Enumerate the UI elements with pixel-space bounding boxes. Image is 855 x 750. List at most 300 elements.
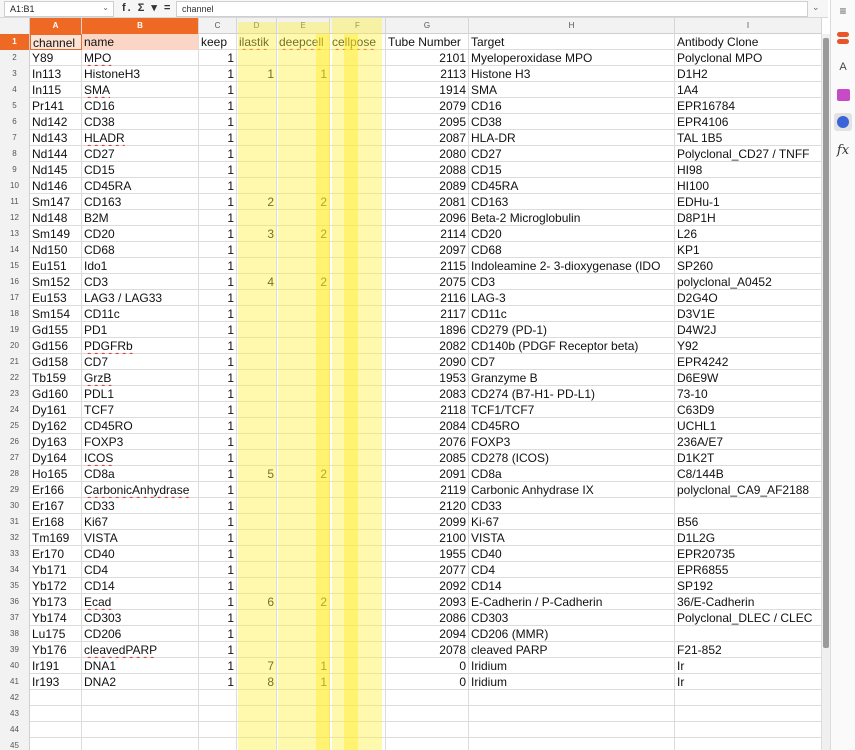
cell-target[interactable]: Histone H3 <box>469 66 675 82</box>
cell-ilastik[interactable] <box>237 706 277 722</box>
cell-name[interactable] <box>82 722 199 738</box>
cell-ilastik[interactable] <box>237 386 277 402</box>
cell-deepcell[interactable] <box>277 610 330 626</box>
cell-ilastik[interactable] <box>237 418 277 434</box>
cell-ilastik[interactable] <box>237 178 277 194</box>
cell-clone[interactable]: SP192 <box>675 578 822 594</box>
cell-keep[interactable]: 1 <box>199 386 237 402</box>
cell-channel[interactable]: Sm154 <box>30 306 82 322</box>
cell-keep[interactable]: 1 <box>199 242 237 258</box>
cell-clone[interactable]: D1L2G <box>675 530 822 546</box>
cell-name[interactable]: HLADR <box>82 130 199 146</box>
cell-clone[interactable]: D3V1E <box>675 306 822 322</box>
row-number[interactable]: 10 <box>0 178 30 194</box>
cell-name[interactable]: PDGFRb <box>82 338 199 354</box>
cell-deepcell[interactable] <box>277 562 330 578</box>
cell-target[interactable]: Iridium <box>469 674 675 690</box>
row-number[interactable]: 34 <box>0 562 30 578</box>
cell-channel[interactable]: In115 <box>30 82 82 98</box>
cell-tube[interactable] <box>386 706 469 722</box>
cell-name[interactable]: Ecad <box>82 594 199 610</box>
cell-deepcell[interactable] <box>277 82 330 98</box>
cell-ilastik[interactable]: 7 <box>237 658 277 674</box>
vertical-scrollbar[interactable] <box>822 34 830 750</box>
column-header-i[interactable]: I <box>675 18 822 34</box>
cell-tube[interactable]: 1914 <box>386 82 469 98</box>
cell-name[interactable]: LAG3 / LAG33 <box>82 290 199 306</box>
cell-target[interactable]: CD7 <box>469 354 675 370</box>
row-number[interactable]: 11 <box>0 194 30 210</box>
cell-keep[interactable]: 1 <box>199 370 237 386</box>
cell-keep[interactable]: 1 <box>199 642 237 658</box>
cell-deepcell[interactable] <box>277 322 330 338</box>
cell-channel[interactable]: Er168 <box>30 514 82 530</box>
cell-ilastik[interactable] <box>237 626 277 642</box>
row-number[interactable]: 6 <box>0 114 30 130</box>
row-number[interactable]: 23 <box>0 386 30 402</box>
header-cell-cellpose[interactable]: cellpose <box>330 34 386 50</box>
chevron-down-icon[interactable]: ⌄ <box>102 3 109 12</box>
cell-clone[interactable] <box>675 498 822 514</box>
cell-target[interactable]: E-Cadherin / P-Cadherin <box>469 594 675 610</box>
cell-clone[interactable]: Polyclonal MPO <box>675 50 822 66</box>
cell-cellpose[interactable] <box>330 194 386 210</box>
cell-clone[interactable]: Ir <box>675 658 822 674</box>
cell-tube[interactable]: 2076 <box>386 434 469 450</box>
cell-clone[interactable]: B56 <box>675 514 822 530</box>
cell-target[interactable] <box>469 690 675 706</box>
cell-keep[interactable]: 1 <box>199 290 237 306</box>
cell-target[interactable]: CD8a <box>469 466 675 482</box>
cell-cellpose[interactable] <box>330 386 386 402</box>
row-number[interactable]: 2 <box>0 50 30 66</box>
cell-name[interactable]: CD3 <box>82 274 199 290</box>
cell-name[interactable]: DNA2 <box>82 674 199 690</box>
row-number[interactable]: 28 <box>0 466 30 482</box>
row-number[interactable]: 35 <box>0 578 30 594</box>
cell-name[interactable] <box>82 706 199 722</box>
cell-deepcell[interactable]: 2 <box>277 274 330 290</box>
cell-keep[interactable]: 1 <box>199 210 237 226</box>
cell-deepcell[interactable] <box>277 354 330 370</box>
row-number[interactable]: 16 <box>0 274 30 290</box>
cell-keep[interactable]: 1 <box>199 578 237 594</box>
cell-cellpose[interactable] <box>330 82 386 98</box>
cell-channel[interactable] <box>30 738 82 750</box>
cell-tube[interactable]: 2093 <box>386 594 469 610</box>
cell-clone[interactable]: polyclonal_A0452 <box>675 274 822 290</box>
cell-keep[interactable] <box>199 722 237 738</box>
cell-tube[interactable]: 2078 <box>386 642 469 658</box>
cell-deepcell[interactable]: 2 <box>277 594 330 610</box>
row-number[interactable]: 3 <box>0 66 30 82</box>
row-number[interactable]: 7 <box>0 130 30 146</box>
cell-cellpose[interactable] <box>330 50 386 66</box>
row-number[interactable]: 15 <box>0 258 30 274</box>
cell-cellpose[interactable] <box>330 162 386 178</box>
cell-name[interactable] <box>82 690 199 706</box>
row-number[interactable]: 8 <box>0 146 30 162</box>
cell-channel[interactable] <box>30 690 82 706</box>
cell-name[interactable]: CD11c <box>82 306 199 322</box>
cell-clone[interactable]: D8P1H <box>675 210 822 226</box>
cell-keep[interactable]: 1 <box>199 306 237 322</box>
row-number[interactable]: 9 <box>0 162 30 178</box>
cell-target[interactable]: Indoleamine 2- 3-dioxygenase (IDO <box>469 258 675 274</box>
cell-keep[interactable]: 1 <box>199 466 237 482</box>
cell-channel[interactable]: Er170 <box>30 546 82 562</box>
cell-target[interactable]: SMA <box>469 82 675 98</box>
row-number[interactable]: 19 <box>0 322 30 338</box>
cell-deepcell[interactable] <box>277 210 330 226</box>
cell-ilastik[interactable] <box>237 290 277 306</box>
cell-clone[interactable]: 1A4 <box>675 82 822 98</box>
cell-clone[interactable]: Y92 <box>675 338 822 354</box>
cell-keep[interactable]: 1 <box>199 594 237 610</box>
cell-target[interactable]: CD33 <box>469 498 675 514</box>
cell-keep[interactable]: 1 <box>199 322 237 338</box>
cell-clone[interactable] <box>675 738 822 750</box>
row-number[interactable]: 21 <box>0 354 30 370</box>
cell-cellpose[interactable] <box>330 322 386 338</box>
cell-keep[interactable]: 1 <box>199 114 237 130</box>
cell-ilastik[interactable] <box>237 210 277 226</box>
cell-target[interactable]: Granzyme B <box>469 370 675 386</box>
cell-name[interactable]: ICOS <box>82 450 199 466</box>
cell-tube[interactable] <box>386 738 469 750</box>
cell-keep[interactable]: 1 <box>199 514 237 530</box>
cell-channel[interactable] <box>30 722 82 738</box>
cell-tube[interactable]: 2077 <box>386 562 469 578</box>
cell-cellpose[interactable] <box>330 354 386 370</box>
cell-tube[interactable]: 2081 <box>386 194 469 210</box>
cell-target[interactable]: CD20 <box>469 226 675 242</box>
cell-deepcell[interactable] <box>277 690 330 706</box>
cell-ilastik[interactable] <box>237 50 277 66</box>
cell-channel[interactable]: Ir193 <box>30 674 82 690</box>
cell-tube[interactable]: 2117 <box>386 306 469 322</box>
cell-clone[interactable]: D6E9W <box>675 370 822 386</box>
cell-ilastik[interactable] <box>237 98 277 114</box>
cell-target[interactable]: CD3 <box>469 274 675 290</box>
header-cell-target[interactable]: Target <box>469 34 675 50</box>
cell-target[interactable]: VISTA <box>469 530 675 546</box>
cell-channel[interactable]: Nd150 <box>30 242 82 258</box>
cell-channel[interactable]: Eu151 <box>30 258 82 274</box>
cell-channel[interactable]: Ho165 <box>30 466 82 482</box>
cell-name[interactable]: CD7 <box>82 354 199 370</box>
cell-tube[interactable]: 2088 <box>386 162 469 178</box>
cell-channel[interactable]: Sm149 <box>30 226 82 242</box>
cell-clone[interactable]: D4W2J <box>675 322 822 338</box>
cell-keep[interactable]: 1 <box>199 82 237 98</box>
row-number[interactable]: 33 <box>0 546 30 562</box>
row-number[interactable]: 38 <box>0 626 30 642</box>
cell-name[interactable]: CD45RO <box>82 418 199 434</box>
cell-cellpose[interactable] <box>330 450 386 466</box>
cell-name[interactable]: CD40 <box>82 546 199 562</box>
cell-deepcell[interactable]: 1 <box>277 66 330 82</box>
cell-target[interactable]: CD45RO <box>469 418 675 434</box>
row-number[interactable]: 42 <box>0 690 30 706</box>
cell-channel[interactable]: Yb172 <box>30 578 82 594</box>
row-number[interactable]: 37 <box>0 610 30 626</box>
row-number[interactable]: 20 <box>0 338 30 354</box>
cell-tube[interactable]: 2101 <box>386 50 469 66</box>
cell-name[interactable]: CD68 <box>82 242 199 258</box>
cell-channel[interactable]: Nd145 <box>30 162 82 178</box>
cell-cellpose[interactable] <box>330 402 386 418</box>
formula-tools[interactable]: f. Σ ▾ = <box>122 2 173 14</box>
cell-cellpose[interactable] <box>330 594 386 610</box>
cell-target[interactable]: Myeloperoxidase MPO <box>469 50 675 66</box>
cell-cellpose[interactable] <box>330 242 386 258</box>
cell-tube[interactable]: 2113 <box>386 66 469 82</box>
cell-clone[interactable]: D1K2T <box>675 450 822 466</box>
cell-deepcell[interactable] <box>277 578 330 594</box>
cell-name[interactable] <box>82 738 199 750</box>
cell-ilastik[interactable]: 3 <box>237 226 277 242</box>
cell-deepcell[interactable]: 2 <box>277 466 330 482</box>
cell-tube[interactable]: 2079 <box>386 98 469 114</box>
cell-cellpose[interactable] <box>330 130 386 146</box>
row-number[interactable]: 22 <box>0 370 30 386</box>
row-number[interactable]: 5 <box>0 98 30 114</box>
cell-ilastik[interactable] <box>237 738 277 750</box>
row-number[interactable]: 12 <box>0 210 30 226</box>
cell-name[interactable]: SMA <box>82 82 199 98</box>
cell-channel[interactable]: Tm169 <box>30 530 82 546</box>
cell-deepcell[interactable] <box>277 642 330 658</box>
cell-name[interactable]: PD1 <box>82 322 199 338</box>
cell-deepcell[interactable] <box>277 498 330 514</box>
cell-keep[interactable]: 1 <box>199 610 237 626</box>
cell-ilastik[interactable] <box>237 514 277 530</box>
cell-ilastik[interactable] <box>237 562 277 578</box>
cell-cellpose[interactable] <box>330 210 386 226</box>
column-header-g[interactable]: G <box>386 18 469 34</box>
cell-name[interactable]: CD303 <box>82 610 199 626</box>
cell-target[interactable]: CD206 (MMR) <box>469 626 675 642</box>
column-header-b[interactable]: B <box>82 18 199 34</box>
cell-keep[interactable]: 1 <box>199 546 237 562</box>
cell-ilastik[interactable] <box>237 450 277 466</box>
cell-ilastik[interactable] <box>237 370 277 386</box>
cell-target[interactable]: CD4 <box>469 562 675 578</box>
cell-ilastik[interactable] <box>237 258 277 274</box>
cell-channel[interactable]: Yb176 <box>30 642 82 658</box>
cell-deepcell[interactable]: 1 <box>277 674 330 690</box>
cell-tube[interactable]: 1955 <box>386 546 469 562</box>
cell-ilastik[interactable] <box>237 354 277 370</box>
cell-cellpose[interactable] <box>330 626 386 642</box>
cell-deepcell[interactable] <box>277 546 330 562</box>
cell-deepcell[interactable] <box>277 738 330 750</box>
cell-tube[interactable]: 2100 <box>386 530 469 546</box>
cell-clone[interactable]: 36/E-Cadherin <box>675 594 822 610</box>
cell-target[interactable] <box>469 738 675 750</box>
cell-clone[interactable]: C63D9 <box>675 402 822 418</box>
cell-cellpose[interactable] <box>330 562 386 578</box>
cell-cellpose[interactable] <box>330 226 386 242</box>
cell-name[interactable]: CarbonicAnhydrase <box>82 482 199 498</box>
sheet-grid[interactable] <box>0 18 822 750</box>
cell-target[interactable]: Iridium <box>469 658 675 674</box>
cell-keep[interactable] <box>199 738 237 750</box>
row-number[interactable]: 14 <box>0 242 30 258</box>
cell-clone[interactable]: EPR20735 <box>675 546 822 562</box>
row-number[interactable]: 13 <box>0 226 30 242</box>
cell-target[interactable]: CD38 <box>469 114 675 130</box>
row-number[interactable]: 1 <box>0 34 30 50</box>
cell-tube[interactable]: 2075 <box>386 274 469 290</box>
cell-name[interactable]: CD8a <box>82 466 199 482</box>
header-cell-tube[interactable]: Tube Number <box>386 34 469 50</box>
cell-channel[interactable]: Dy162 <box>30 418 82 434</box>
cell-cellpose[interactable] <box>330 738 386 750</box>
navigator-icon[interactable] <box>834 113 852 131</box>
cell-cellpose[interactable] <box>330 530 386 546</box>
cell-channel[interactable]: Sm152 <box>30 274 82 290</box>
cell-name[interactable]: Ido1 <box>82 258 199 274</box>
row-number[interactable]: 17 <box>0 290 30 306</box>
cell-cellpose[interactable] <box>330 466 386 482</box>
cell-deepcell[interactable] <box>277 530 330 546</box>
cell-cellpose[interactable] <box>330 482 386 498</box>
cell-cellpose[interactable] <box>330 258 386 274</box>
cell-cellpose[interactable] <box>330 514 386 530</box>
cell-cellpose[interactable] <box>330 178 386 194</box>
row-number[interactable]: 40 <box>0 658 30 674</box>
cell-ilastik[interactable] <box>237 546 277 562</box>
cell-ilastik[interactable] <box>237 434 277 450</box>
cell-cellpose[interactable] <box>330 690 386 706</box>
cell-cellpose[interactable] <box>330 338 386 354</box>
cell-name[interactable]: CD163 <box>82 194 199 210</box>
cell-cellpose[interactable] <box>330 290 386 306</box>
cell-ilastik[interactable]: 8 <box>237 674 277 690</box>
row-number[interactable]: 18 <box>0 306 30 322</box>
cell-keep[interactable]: 1 <box>199 674 237 690</box>
cell-deepcell[interactable] <box>277 626 330 642</box>
cell-tube[interactable]: 2082 <box>386 338 469 354</box>
cell-cellpose[interactable] <box>330 498 386 514</box>
cell-name[interactable]: VISTA <box>82 530 199 546</box>
column-header-d[interactable]: D <box>237 18 277 34</box>
cell-tube[interactable]: 0 <box>386 674 469 690</box>
cell-clone[interactable]: D1H2 <box>675 66 822 82</box>
cell-keep[interactable]: 1 <box>199 162 237 178</box>
cell-ilastik[interactable] <box>237 338 277 354</box>
cell-clone[interactable]: Polyclonal_CD27 / TNFF <box>675 146 822 162</box>
cell-channel[interactable]: Nd148 <box>30 210 82 226</box>
cell-keep[interactable] <box>199 706 237 722</box>
cell-deepcell[interactable] <box>277 402 330 418</box>
cell-name[interactable]: HistoneH3 <box>82 66 199 82</box>
cell-keep[interactable] <box>199 690 237 706</box>
cell-ilastik[interactable] <box>237 114 277 130</box>
cell-target[interactable]: CD14 <box>469 578 675 594</box>
cell-ilastik[interactable] <box>237 130 277 146</box>
cell-tube[interactable]: 2092 <box>386 578 469 594</box>
cell-keep[interactable]: 1 <box>199 658 237 674</box>
cell-ilastik[interactable]: 2 <box>237 194 277 210</box>
row-number[interactable]: 31 <box>0 514 30 530</box>
cell-cellpose[interactable] <box>330 146 386 162</box>
cell-channel[interactable]: Pr141 <box>30 98 82 114</box>
cell-ilastik[interactable] <box>237 722 277 738</box>
cell-ilastik[interactable]: 5 <box>237 466 277 482</box>
cell-deepcell[interactable] <box>277 306 330 322</box>
styles-icon[interactable]: A <box>839 61 847 73</box>
cell-keep[interactable]: 1 <box>199 98 237 114</box>
cell-clone[interactable]: 236A/E7 <box>675 434 822 450</box>
column-header-a[interactable]: A <box>30 18 82 34</box>
cell-cellpose[interactable] <box>330 370 386 386</box>
cell-keep[interactable]: 1 <box>199 482 237 498</box>
cell-cellpose[interactable] <box>330 642 386 658</box>
cell-deepcell[interactable] <box>277 50 330 66</box>
cell-clone[interactable]: EPR16784 <box>675 98 822 114</box>
row-number[interactable]: 32 <box>0 530 30 546</box>
cell-name[interactable]: DNA1 <box>82 658 199 674</box>
cell-clone[interactable] <box>675 722 822 738</box>
cell-channel[interactable]: Gd160 <box>30 386 82 402</box>
cell-ilastik[interactable]: 4 <box>237 274 277 290</box>
cell-tube[interactable]: 2116 <box>386 290 469 306</box>
cell-name[interactable]: CD15 <box>82 162 199 178</box>
cell-name[interactable]: MPO <box>82 50 199 66</box>
cell-target[interactable]: FOXP3 <box>469 434 675 450</box>
cell-target[interactable]: CD274 (B7-H1- PD-L1) <box>469 386 675 402</box>
cell-ilastik[interactable]: 1 <box>237 66 277 82</box>
header-cell-name[interactable]: name <box>82 34 199 50</box>
cell-target[interactable] <box>469 722 675 738</box>
cell-clone[interactable]: Ir <box>675 674 822 690</box>
column-header-e[interactable]: E <box>277 18 330 34</box>
cell-tube[interactable]: 2120 <box>386 498 469 514</box>
row-number[interactable]: 25 <box>0 418 30 434</box>
cell-clone[interactable]: UCHL1 <box>675 418 822 434</box>
cell-deepcell[interactable] <box>277 178 330 194</box>
cell-clone[interactable] <box>675 706 822 722</box>
cell-keep[interactable]: 1 <box>199 434 237 450</box>
cell-target[interactable]: CD45RA <box>469 178 675 194</box>
cell-channel[interactable]: Tb159 <box>30 370 82 386</box>
cell-channel[interactable]: Yb171 <box>30 562 82 578</box>
cell-keep[interactable]: 1 <box>199 402 237 418</box>
cell-name[interactable]: CD27 <box>82 146 199 162</box>
cell-deepcell[interactable] <box>277 706 330 722</box>
cell-target[interactable]: CD16 <box>469 98 675 114</box>
cell-cellpose[interactable] <box>330 114 386 130</box>
cell-target[interactable]: CD278 (ICOS) <box>469 450 675 466</box>
cell-target[interactable]: CD27 <box>469 146 675 162</box>
cell-channel[interactable]: Lu175 <box>30 626 82 642</box>
cell-clone[interactable]: 73-10 <box>675 386 822 402</box>
cell-deepcell[interactable]: 2 <box>277 226 330 242</box>
formula-input[interactable]: channel <box>176 1 808 17</box>
cell-target[interactable]: HLA-DR <box>469 130 675 146</box>
cell-keep[interactable]: 1 <box>199 418 237 434</box>
cell-channel[interactable]: Nd143 <box>30 130 82 146</box>
cell-tube[interactable]: 1953 <box>386 370 469 386</box>
cell-cellpose[interactable] <box>330 722 386 738</box>
cell-tube[interactable]: 2094 <box>386 626 469 642</box>
cell-tube[interactable]: 2085 <box>386 450 469 466</box>
name-box[interactable] <box>4 1 114 17</box>
cell-name[interactable]: GrzB <box>82 370 199 386</box>
